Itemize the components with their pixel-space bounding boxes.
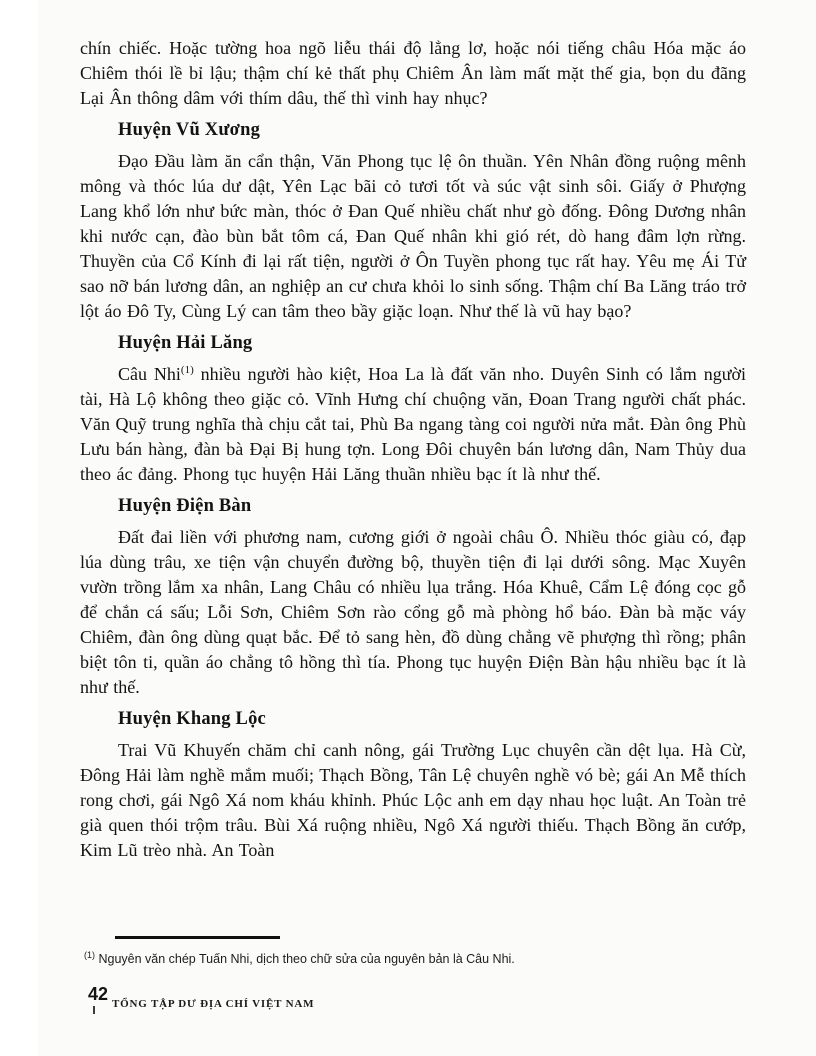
section-heading-hai-lang: Huyện Hải Lăng (118, 333, 253, 353)
intro-paragraph: chín chiếc. Hoặc tường hoa ngõ liễu thái độ lẳng lơ, hoặc nói tiếng châu Hóa mặc áo Chiêm thói lề bỉ lậu; thậm chí kẻ thất phụ Chiêm Ân làm mất mặt thế gia, bọn du đãng Lại Ân thông dâm với thím dâu, thế thì vinh hay nhục? (80, 38, 746, 108)
footnote-reference-marker: (1) (180, 364, 194, 376)
footnote (84, 950, 704, 966)
footnote-separator-rule (115, 936, 280, 939)
footnote-marker: (1) (84, 950, 95, 960)
section-body-hai-lang-post: nhiều người hào kiệt, Hoa La là đất văn nho. Duyên Sinh có lắm người tài, Hà Lộ không theo giặc cỏ. Vĩnh Hưng chí chuộng văn, Đoan Trang người chất phác. Văn Quỹ trung nghĩa thà chịu cắt tai, Phù Ba ngang tàng coi người nửa mắt. Đàn ông Phù Lưu bán hàng, đàn bà Đại Bị hung tợn. Long Đôi chuyên bán lương dân, Nam Thủy dua theo ác đảng. Phong tục huyện Hải Lăng thuần nhiều bạc ít là như thế. (80, 364, 746, 484)
section-body-dien-ban: Đất đai liền với phương nam, cương giới ở ngoài châu Ô. Nhiều thóc giàu có, đạp lúa dùng trâu, xe tiện vận chuyển đường bộ, thuyền tiện đi lại dưới sông. Mạc Xuyên vườn trồng lắm xa nhân, Lang Châu có nhiều lụa trắng. Hóa Khuê, Cẩm Lệ đóng cọc gỗ để chắn cá sấu; Lỗi Sơn, Chiêm Sơn rào cổng gỗ mà phòng hổ báo. Đàn bà mặc váy Chiêm, đàn ông dùng quạt bắc. Để tỏ sang hèn, đồ dùng chẳng vẽ phượng thì rồng; phân biệt tôn ti, quần áo chẳng tô hồng thì tía. Phong tục huyện Điện Bàn hậu nhiều bạc ít là như thế. (80, 527, 746, 697)
section-body-hai-lang-pre: Câu Nhi (118, 364, 181, 384)
section-body-vu-xuong: Đạo Đầu làm ăn cẩn thận, Văn Phong tục lệ ôn thuần. Yên Nhân đồng ruộng mênh mông và thóc lúa dư dật, Yên Lạc bãi cỏ tươi tốt và súc vật sinh sôi. Giấy ở Phượng Lang khổ lớn như bức màn, thóc ở Đan Quế nhiều chất như gò đống. Đông Dương nhân khi nước cạn, đào bùn bắt tôm cá, Đan Quế nhân khi gió rét, dò hang đâm lợn rừng. Thuyền của Cổ Kính đi lại rất tiện, người ở Ôn Tuyền phong tục rất hay. Yêu mẹ Ái Tử sao nỡ bán lương dân, an nghiệp an cư chưa khỏi lo sinh sống. Thậm chí Ba Lăng tráo trở lột áo Đô Ty, Cùng Lý can tâm theo bầy giặc loạn. Như thế là vũ hay bạo? (80, 151, 746, 321)
footer-book-title: TỔNG TẬP DƯ ĐỊA CHÍ VIỆT NAM (112, 998, 315, 1010)
section-heading-khang-loc: Huyện Khang Lộc (118, 709, 266, 729)
section-heading-dien-ban: Huyện Điện Bàn (118, 496, 252, 516)
page-number: 42 (88, 984, 109, 1004)
footnote-text: Nguyên văn chép Tuấn Nhi, dịch theo chữ sửa của nguyên bản là Câu Nhi. (95, 952, 515, 967)
section-heading-vu-xuong: Huyện Vũ Xương (118, 120, 261, 140)
page-content (80, 36, 746, 863)
section-body-khang-loc: Trai Vũ Khuyến chăm chỉ canh nông, gái Trường Lục chuyên cần dệt lụa. Hà Cừ, Đông Hải làm nghề mắm muối; Thạch Bồng, Tân Lệ chuyên nghề vó bè; gái An Mễ thích rong chơi, gái Ngô Xá nom kháu khỉnh. Phúc Lộc anh em dạy nhau học luật. An Toàn trẻ già quen thói trộm trâu. Bùi Xá ruộng nhiều, Ngô Xá người thiếu. Thạch Bồng ăn cướp, Kim Lũ trèo nhà. An Toàn (80, 740, 746, 860)
section-body-hai-lang (80, 362, 746, 487)
footer-tick-mark (93, 1006, 95, 1014)
